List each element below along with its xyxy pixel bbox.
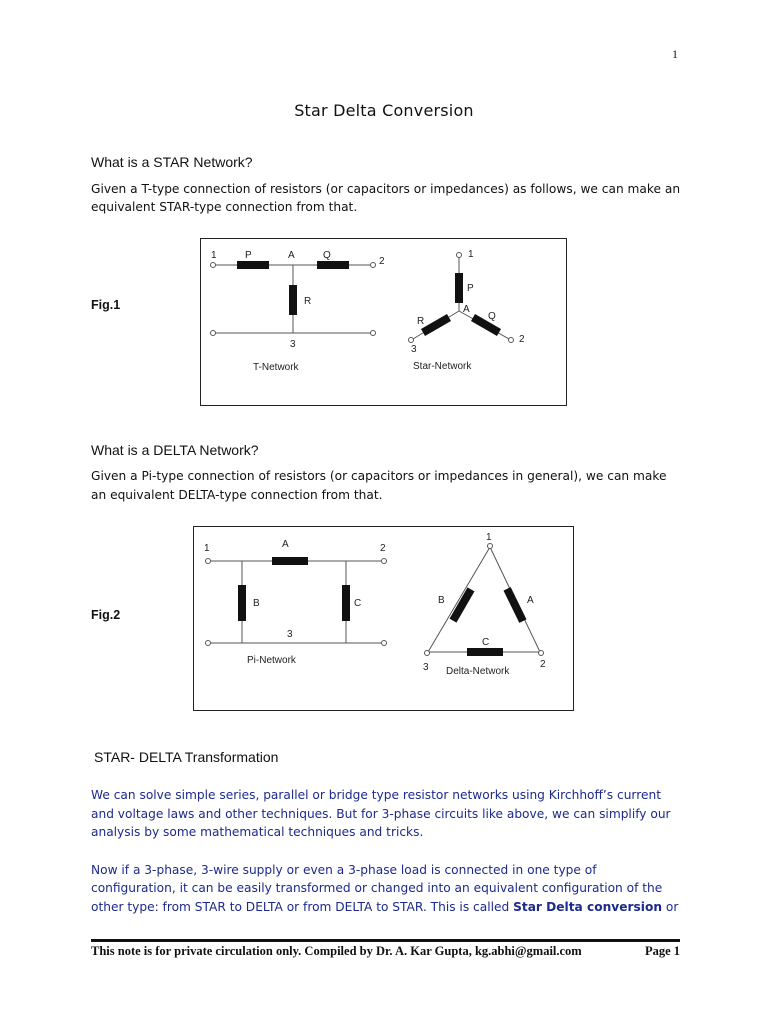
t-label-r: R — [304, 296, 312, 307]
page-number: 1 — [672, 47, 678, 61]
star-resistor-q — [471, 314, 501, 336]
transformation-para1-line3: analysis by some mathematical techniques and tricks. — [91, 825, 424, 839]
delta-intro-line-2: an equivalent DELTA-type connection from that. — [91, 488, 383, 502]
footer-page-number: Page 1 — [644, 944, 680, 958]
transformation-para2-line1: Now if a 3-phase, 3-wire supply or even a 3-phase load is connected in one type of — [91, 863, 597, 877]
t-node-a: A — [288, 250, 295, 261]
transformation-para2-line3 — [91, 898, 691, 917]
star-network-heading: What is a STAR Network? — [91, 154, 253, 170]
fig1-diagram — [200, 238, 567, 406]
pi-label-a: A — [282, 539, 289, 550]
pi-node-1: 1 — [204, 543, 210, 554]
star-resistor-p — [455, 273, 463, 303]
delta-network — [423, 532, 546, 677]
pi-node-2: 2 — [380, 543, 386, 554]
footer-note: This note is for private circulation only. Compiled by Dr. A. Kar Gupta, kg.abhi@gmail.com — [91, 944, 582, 958]
t-node-3: 3 — [290, 339, 296, 350]
star-resistor-r — [421, 314, 451, 336]
star-node-2: 2 — [519, 334, 525, 345]
star-network-caption: Star-Network — [413, 361, 472, 372]
pi-resistor-b — [238, 585, 246, 621]
delta-node-1: 1 — [486, 532, 492, 543]
star-intro-line-2: equivalent STAR-type connection from that. — [91, 200, 358, 214]
pi-resistor-a — [272, 557, 308, 565]
fig1-label: Fig.1 — [91, 298, 121, 312]
star-label-p: P — [467, 283, 474, 294]
t-node-2: 2 — [379, 256, 385, 267]
resistor-r — [289, 285, 297, 315]
transformation-heading: STAR- DELTA Transformation — [94, 749, 279, 765]
star-node-3: 3 — [411, 344, 417, 355]
footer — [91, 944, 680, 959]
delta-resistor-c — [467, 648, 503, 656]
document-title: Star Delta Conversion — [294, 101, 474, 120]
star-label-r: R — [417, 316, 425, 327]
fig2-label: Fig.2 — [91, 608, 121, 622]
delta-intro-line-1: Given a Pi-type connection of resistors (or capacitors or impedances in general), we can make — [91, 469, 667, 483]
para2-line3-text: other type: from STAR to DELTA or from DELTA to STAR. This is called — [91, 900, 514, 914]
delta-label-c: C — [482, 637, 490, 648]
delta-node-3: 3 — [423, 662, 429, 673]
pi-network — [204, 539, 387, 666]
pi-label-b: B — [253, 598, 260, 609]
pi-label-c: C — [354, 598, 362, 609]
footer-rule — [91, 939, 680, 942]
transformation-para1-line1: We can solve simple series, parallel or bridge type resistor networks using Kirchhoff’s current — [91, 788, 661, 802]
t-node-1: 1 — [211, 250, 217, 261]
star-node-1: 1 — [468, 249, 474, 260]
transformation-para2-line2: configuration, it can be easily transformed or changed into an equivalent configuration of the — [91, 881, 663, 895]
delta-network-heading: What is a DELTA Network? — [91, 442, 259, 458]
t-label-p: P — [245, 250, 252, 261]
delta-network-caption: Delta-Network — [446, 666, 510, 677]
t-label-q: Q — [323, 250, 331, 261]
resistor-q — [317, 261, 349, 269]
transformation-para1-line2: and voltage laws and other techniques. But for 3-phase circuits like above, we can simplify our — [91, 807, 671, 821]
pi-resistor-c — [342, 585, 350, 621]
pi-node-3: 3 — [287, 629, 293, 640]
delta-resistor-b — [450, 587, 475, 622]
star-intro-line-1: Given a T-type connection of resistors (or capacitors or impedances) as follows, we can make an — [91, 182, 681, 196]
para2-line3-tail: or — [662, 900, 679, 914]
delta-node-2: 2 — [540, 659, 546, 670]
delta-label-a: A — [527, 595, 534, 606]
star-delta-conversion-emphasis: Star Delta conversion — [513, 900, 663, 914]
star-network — [409, 249, 526, 372]
resistor-p — [237, 261, 269, 269]
fig2-diagram — [193, 526, 574, 711]
pi-network-caption: Pi-Network — [247, 655, 296, 666]
delta-resistor-a — [504, 587, 527, 623]
star-node-a: A — [463, 304, 470, 315]
t-network — [211, 250, 386, 373]
t-network-caption: T-Network — [253, 362, 299, 373]
delta-label-b: B — [438, 595, 445, 606]
star-label-q: Q — [488, 311, 496, 322]
